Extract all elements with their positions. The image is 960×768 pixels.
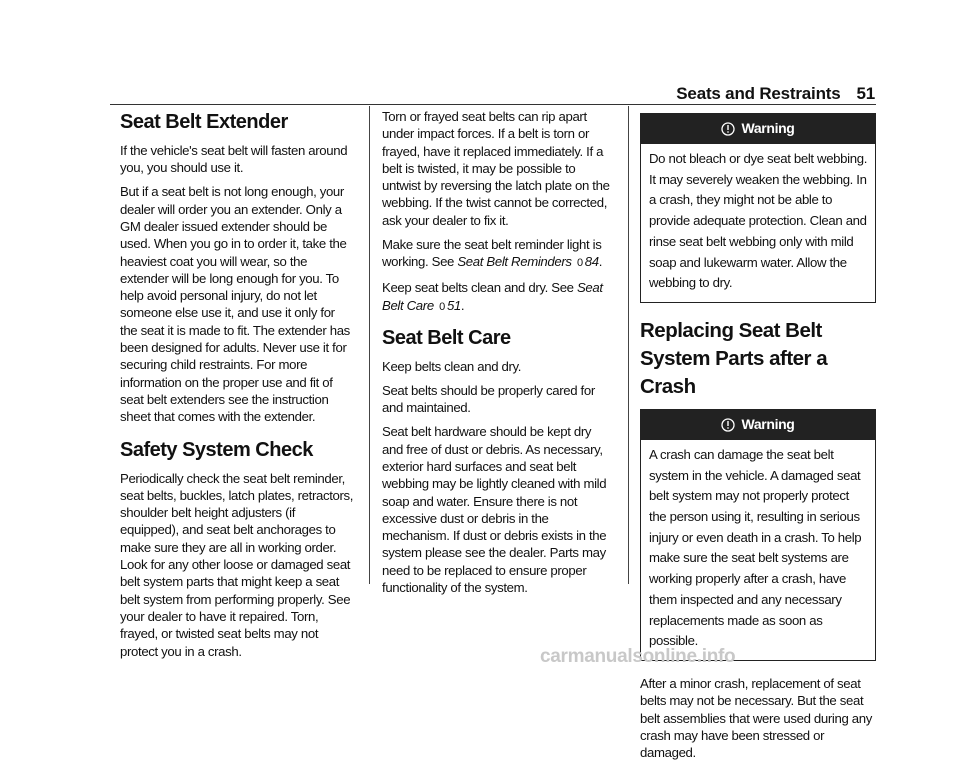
column-3 bbox=[640, 113, 876, 768]
warning-title: Warning bbox=[741, 416, 795, 433]
running-header bbox=[620, 84, 875, 104]
page-number: 51 bbox=[856, 84, 875, 103]
page-ref-icon: 0 bbox=[576, 257, 583, 270]
paragraph: Periodically check the seat belt reminder, seat belts, buckles, latch plates, retractors, shoulder belt height adjusters (if equipped), and seat belt anchorages to make sure they are all in working order. Look for any other loose or damaged seat belt system parts that might keep a seat belt system from performing properly. See your dealer to have it repaired. Torn, frayed, or twisted seat belts may not protect you in a crash. bbox=[120, 470, 354, 659]
heading-replacing-parts: Replacing Seat Belt System Parts after a Crash bbox=[640, 318, 828, 398]
column-2 bbox=[382, 108, 614, 603]
warning-box bbox=[640, 409, 876, 661]
paragraph: Torn or frayed seat belts can rip apart under impact forces. If a belt is torn or frayed, have it replaced immediately. If a belt is twisted, it may be possible to untwist by reversing the latch plate on the webbing. If the twist cannot be corrected, ask your dealer to fix it. bbox=[382, 109, 610, 228]
warning-title: Warning bbox=[741, 120, 795, 137]
section-title: Seats and Restraints bbox=[676, 84, 841, 103]
warning-text: Do not bleach or dye seat belt webbing. It may severely weaken the webbing. In a crash, they might not be able to provide adequate protection. Clean and rinse seat belt webbing only with mild soap and lukewarm water. Allow the webbing to dry. bbox=[649, 151, 868, 291]
warning-box bbox=[640, 113, 876, 303]
text: Keep seat belts clean and dry. See bbox=[382, 280, 577, 296]
column-divider-2 bbox=[628, 106, 629, 584]
paragraph-reminder: Make sure the seat belt reminder light is working. See Seat Belt Reminders 0 84. bbox=[382, 236, 603, 270]
paragraph: But if a seat belt is not long enough, your dealer will order you an extender. Only a GM dealer issued extender should be used. When you go in to order it, take the heaviest coat you will wear, so the extender will be long enough for you. To help avoid personal injury, do not let someone else use it, and use it only for the seat it is made to fit. The extender has been designed for adults. Never use it for securing child restraints. For more information on the proper use and fit of seat belt extenders see the instruction sheet that comes with the extender. bbox=[120, 184, 350, 425]
heading-safety-system-check: Safety System Check bbox=[120, 438, 313, 461]
page-ref-icon: 0 bbox=[439, 300, 445, 313]
xref-link-seat-belt-reminders[interactable]: Seat Belt Reminders bbox=[457, 254, 572, 270]
paragraph: Seat belts should be properly cared for and maintained. bbox=[382, 382, 595, 416]
warning-icon bbox=[721, 122, 735, 136]
paragraph: Seat belt hardware should be kept dry and free of dust or debris. As necessary, exterior hard surfaces and seat belt webbing may be lightly cleaned with mild soap and water. Ensure there is not excessive dust or debris in the mechanism. If dust or debris exists in the system please see the dealer. Parts may need to be replaced to ensure proper functionality of the system. bbox=[382, 424, 607, 596]
xref-page[interactable]: 51 bbox=[446, 297, 461, 313]
xref-page[interactable]: 84 bbox=[584, 254, 599, 270]
xref-link-seat-belt-care[interactable]: Seat Belt Care bbox=[382, 280, 603, 313]
warning-header bbox=[641, 410, 875, 440]
warning-header bbox=[641, 114, 875, 144]
text: Make sure the seat belt reminder light is working. See bbox=[382, 236, 602, 270]
heading-seat-belt-care: Seat Belt Care bbox=[382, 326, 511, 349]
column-divider-1 bbox=[369, 106, 370, 584]
header-rule bbox=[110, 104, 876, 105]
column-1 bbox=[120, 110, 355, 667]
watermark: carmanualsonline.info bbox=[540, 646, 736, 667]
warning-icon bbox=[721, 418, 735, 432]
paragraph: If the vehicle's seat belt will fasten around you, you should use it. bbox=[120, 143, 348, 176]
warning-text: A crash can damage the seat belt system in the vehicle. A damaged seat belt system may not properly protect the person using it, resulting in serious injury or even death in a crash. To help make sure the seat belt systems are working properly after a crash, have them inspected and any necessary replacements made as soon as possible. bbox=[649, 446, 862, 649]
paragraph: Keep belts clean and dry. bbox=[382, 358, 522, 374]
paragraph-clean: Keep seat belts clean and dry. See Seat Belt Care 0 51. bbox=[382, 280, 603, 313]
paragraph: After a minor crash, replacement of seat belts may not be necessary. But the seat belt assemblies that were used during any crash may have been stressed or damaged. bbox=[640, 675, 872, 761]
heading-seat-belt-extender: Seat Belt Extender bbox=[120, 111, 288, 133]
